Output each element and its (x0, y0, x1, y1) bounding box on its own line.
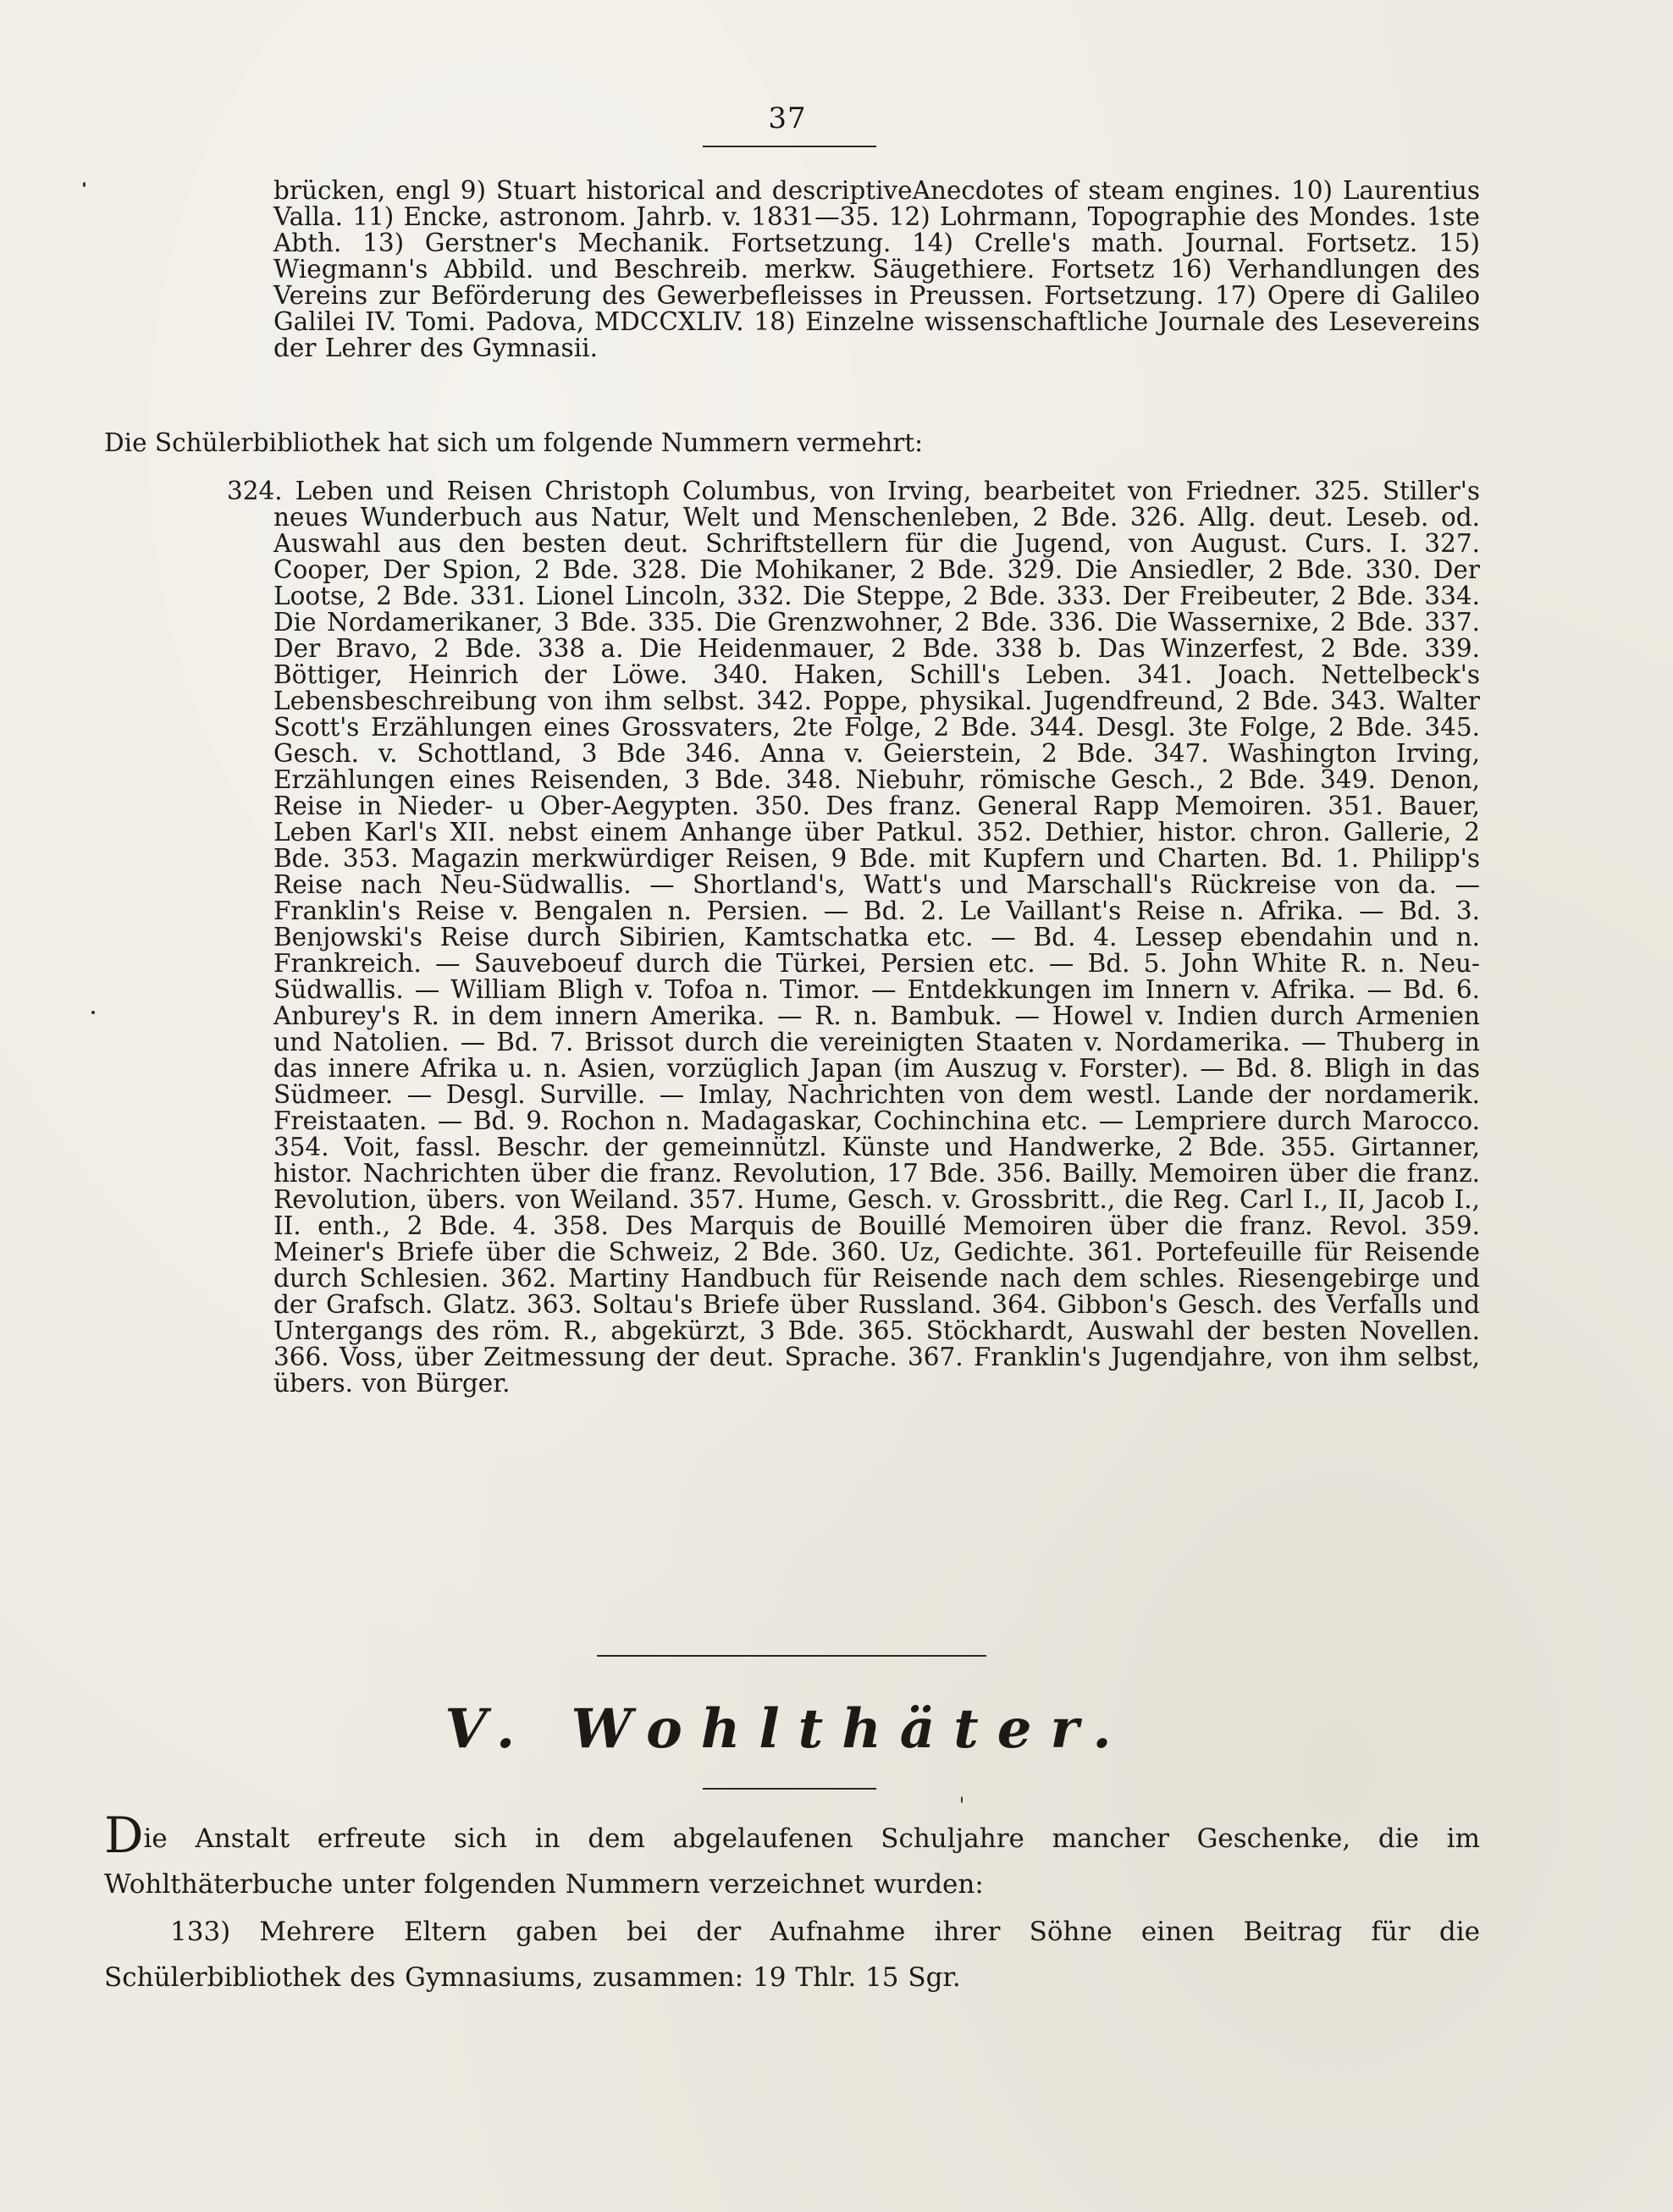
page-number: 37 (768, 102, 807, 135)
student-library-entries: 324. Leben und Reisen Christoph Columbus, von Irving, bearbeitet von Friedner. 325. Stiller's neues Wunderbuch aus Natur, Welt und Menschenleben, 2 Bde. 326. Allg. deut. Leseb. od. Auswahl aus den besten deut. Schriftstellern für die Jugend, von August. Curs. I. 327. Cooper, Der Spion, 2 Bde. 328. Die Mohikaner, 2 Bde. 329. Die Ansiedler, 2 Bde. 330. Der Lootse, 2 Bde. 331. Lionel Lincoln, 332. Die Steppe, 2 Bde. 333. Der Freibeuter, 2 Bde. 334. Die Nordamerikaner, 3 Bde. 335. Die Grenzwohner, 2 Bde. 336. Die Wassernixe, 2 Bde. 337. Der Bravo, 2 Bde. 338 a. Die Heidenmauer, 2 Bde. 338 b. Das Winzerfest, 2 Bde. 339. Böttiger, Heinrich der Löwe. 340. Haken, Schill's Leben. 341. Joach. Nettelbeck's Lebensbeschreibung von ihm selbst. 342. Poppe, physikal. Jugendfreund, 2 Bde. 343. Walter Scott's Erzählungen eines Grossvaters, 2te Folge, 2 Bde. 344. Desgl. 3te Folge, 2 Bde. 345. Gesch. v. Schottland, 3 Bde 346. Anna v. Geierstein, 2 Bde. 347. Washington Irving, Erzählungen eines Reisenden, 3 Bde. 348. Niebuhr, römische Gesch., 2 Bde. 349. Denon, Reise in Nieder- u Ober-Aegypten. 350. Des franz. General Rapp Memoiren. 351. Bauer, Leben Karl's XII. nebst einem Anhange über Patkul. 352. Dethier, histor. chron. Gallerie, 2 Bde. 353. Magazin merkwürdiger Reisen, 9 Bde. mit Kupfern und Charten. Bd. 1. Philipp's Reise nach Neu-Südwallis. — Shortland's, Watt's und Marschall's Rückreise von da. — Franklin's Reise v. Bengalen n. Persien. — Bd. 2. Le Vaillant's Reise n. Afrika. — Bd. 3. Benjowski's Reise durch Sibirien, Kamtschatka etc. — Bd. 4. Lessep ebendahin und n. Frankreich. — Sauveboeuf durch die Türkei, Persien etc. — Bd. 5. John White R. n. Neu-Südwallis. — William Bligh v. Tofoa n. Timor. — Entdekkungen im Innern v. Afrika. — Bd. 6. Anburey's R. in dem innern Amerika. — R. n. Bambuk. — Howel v. Indien durch Armenien und Natolien. — Bd. 7. Brissot durch die vereinigten Staaten v. Nordamerika. — Thuberg in das innere Afrika u. n. Asien, vorzüglich Japan (im Auszug v. Forster). — Bd. 8. Bligh in das Südmeer. — Desgl. Surville. — Imlay, Nachrichten von dem westl. Lande der nordamerik. Freistaaten. — Bd. 9. Rochon n. Madagaskar, Cochinchina etc. — Lempriere durch Marocco. 354. Voit, fassl. Beschr. der gemeinnützl. Künste und Handwerke, 2 Bde. 355. Girtanner, histor. Nachrichten über die franz. Revolution, 17 Bde. 356. Bailly. Memoiren über die franz. Revolution, übers. von Weiland. 357. Hume, Gesch. v. Grossbritt., die Reg. Carl I., II, Jacob I., II. enth., 2 Bde. 4. 358. Des Marquis de Bouillé Memoiren über die franz. Revol. 359. Meiner's Briefe über die Schweiz, 2 Bde. 360. Uz, Gedichte. 361. Portefeuille für Reisende durch Schlesien. 362. Martiny Handbuch für Reisende nach dem schles. Riesengebirge und der Grafsch. Glatz. 363. Soltau's Briefe über Russland. 364. Gibbon's Gesch. des Verfalls und Untergangs des röm. R., abgekürzt, 3 Bde. 365. Stöckhardt, Auswahl der besten Novellen. 366. Voss, über Zeitmessung der deut. Sprache. 367. Franklin's Jugendjahre, von ihm selbst, übers. von Bürger. (227, 477, 1480, 1398)
scientific-acquisitions-list: brücken, engl 9) Stuart historical and descriptiveAnecdotes of steam engines. 10) Laurentius Valla. 11) Encke, astronom. Jahrb. v. 1831—35. 12) Lohrmann, Topographie des Mondes. 1ste Abth. 13) Gerstner's Mechanik. Fortsetzung. 14) Crelle's math. Journal. Fortsetz. 15) Wiegmann's Abbild. und Beschreib. merkw. Säugethiere. Fortsetz 16) Verhandlungen des Vereins zur Beförderung des Gewerbefleisses in Preussen. Fortsetzung. 17) Opere di Galileo Galilei IV. Tomi. Padova, MDCCXLIV. 18) Einzelne wissenschaftliche Journale des Lesevereins der Lehrer des Gymnasii. (273, 176, 1480, 362)
header-rule (703, 146, 876, 147)
benefactors-intro (104, 1807, 1480, 1907)
section-divider (597, 1655, 986, 1657)
section-title-rule (703, 1788, 876, 1790)
section-title-benefactors: V. Wohlthäter. (444, 1697, 1130, 1761)
print-speck (961, 1796, 963, 1803)
benefactor-entry: 133) Mehrere Eltern gaben bei der Aufnahme ihrer Söhne einen Beitrag für die Schülerbibliothek des Gymnasiums, zusammen: 19 Thlr. 15 Sgr. (104, 1917, 1480, 1993)
print-speck (83, 182, 86, 187)
print-speck (91, 1011, 95, 1014)
drop-cap: D (104, 1807, 144, 1864)
student-library-heading: Die Schülerbibliothek hat sich um folgende Nummern vermehrt: (104, 428, 924, 457)
benefactors-intro-text: ie Anstalt erfreute sich in dem abgelaufenen Schuljahre mancher Geschenke, die im Wohlthäterbuche unter folgenden Nummern verzeichnet wurden: (104, 1823, 1480, 1900)
student-library-list (227, 477, 1480, 1398)
